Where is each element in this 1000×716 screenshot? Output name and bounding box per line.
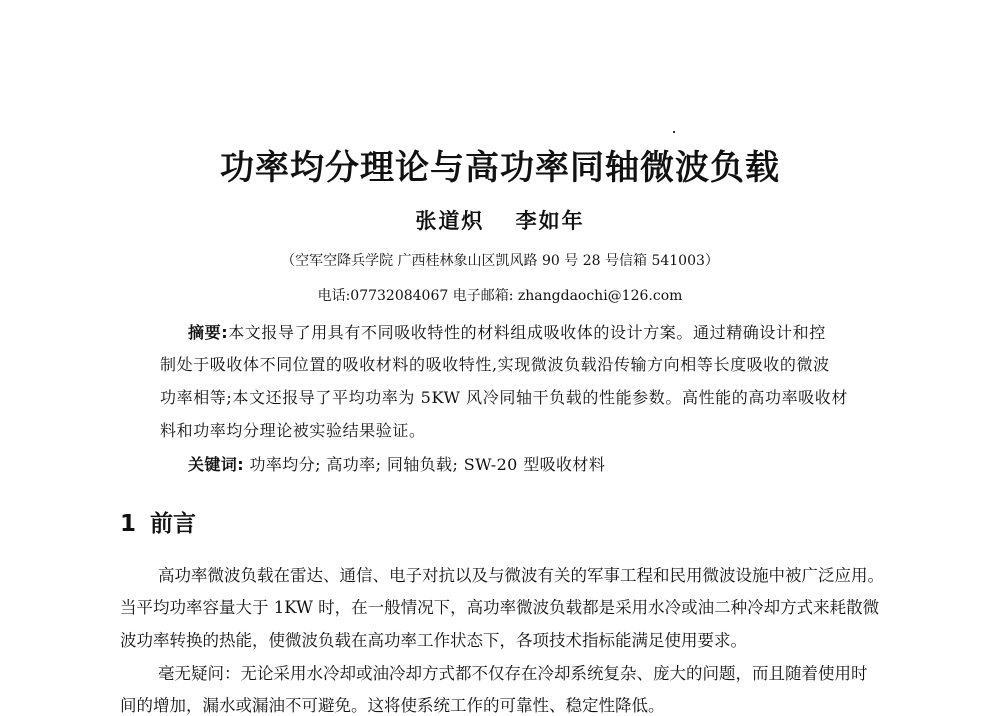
- body-line: 当平均功率容量大于 1KW 时，在一般情况下，高功率微波负载都是采用水冷或油二种冷却方式来耗散微: [120, 598, 880, 617]
- author-affiliation: （空军空降兵学院 广西桂林象山区凯风路 90 号 28 号信箱 541003）: [281, 253, 719, 269]
- body-line: 波功率转换的热能，使微波负载在高功率工作状态下，各项技术指标能满足使用要求。: [120, 631, 747, 650]
- abstract-label: 摘要:: [188, 323, 229, 342]
- abstract-line: 摘要:本文报导了用具有不同吸收特性的材料组成吸收体的设计方案。通过精确设计和控: [188, 323, 826, 342]
- body-line: 毫无疑问：无论采用水冷却或油冷却方式都不仅存在冷却系统复杂、庞大的问题，而且随着使用时: [158, 664, 868, 683]
- keywords-line: [188, 452, 605, 475]
- abstract-line: 功率相等;本文还报导了平均功率为 5KW 风冷同轴干负载的性能参数。高性能的高功率吸收材: [160, 388, 848, 407]
- scan-speck: [673, 131, 675, 133]
- section-number: 1: [120, 511, 137, 537]
- abstract-line: 制处于吸收体不同位置的吸收材料的吸收特性,实现微波负载沿传输方向相等长度吸收的微波: [160, 355, 830, 374]
- paper-authors: 张道炽 李如年: [415, 208, 585, 233]
- abstract-line: 料和功率均分理论被实验结果验证。: [160, 421, 426, 440]
- keywords-label: 关键词:: [188, 455, 244, 474]
- author-contact: 电话:07732084067 电子邮箱: zhangdaochi@126.com: [317, 288, 683, 304]
- paper-title: 功率均分理论与高功率同轴微波负载: [220, 148, 780, 188]
- section-title: 前言: [150, 511, 197, 537]
- body-line: 间的增加，漏水或漏油不可避免。这将使系统工作的可靠性、稳定性降低。: [120, 696, 665, 715]
- body-line: 高功率微波负载在雷达、通信、电子对抗以及与微波有关的军事工程和民用微波设施中被广泛应用。: [158, 566, 884, 585]
- section-heading: [120, 505, 196, 538]
- keywords-text: 功率均分; 高功率; 同轴负载; SW-20 型吸收材料: [249, 455, 606, 474]
